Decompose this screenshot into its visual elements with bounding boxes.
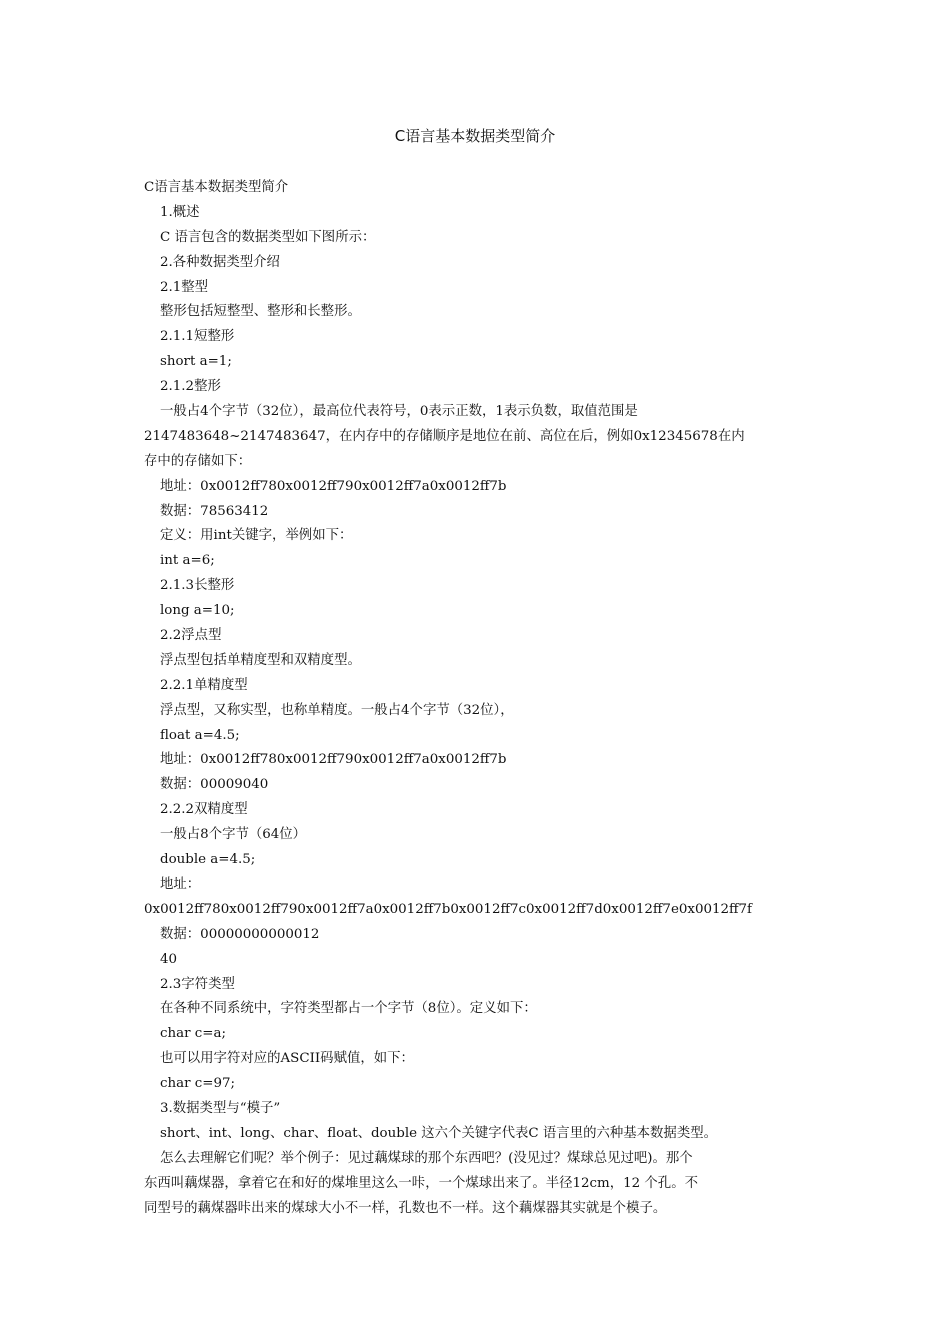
- section-heading: 1.概述: [160, 204, 200, 220]
- document-title: C语言基本数据类型简介: [394, 127, 556, 145]
- paragraph: 也可以用字符对应的ASCII码赋值，如下：: [160, 1051, 414, 1067]
- subsection-heading: 2.2浮点型: [160, 628, 222, 644]
- paragraph-line: 东西叫藕煤器，拿着它在和好的煤堆里这么一咔，一个煤球出来了。半径12cm，12 个孔。不: [144, 1175, 698, 1191]
- paragraph: 定义：用int关键字，举例如下：: [160, 528, 353, 544]
- code-line: double a=4.5;: [160, 852, 256, 868]
- section-heading: 3.数据类型与“模子”: [160, 1100, 281, 1116]
- memory-address-line: 地址：0x0012ff780x0012ff790x0012ff7a0x0012ff7b: [160, 478, 507, 494]
- memory-data-line: 数据：78563412: [160, 503, 269, 519]
- paragraph-line: 一般占4个字节（32位），最高位代表符号，0表示正数，1表示负数，取值范围是: [160, 404, 638, 420]
- paragraph-line: 怎么去理解它们呢？举个例子：见过藕煤球的那个东西吧？(没见过？煤球总见过吧)。那个: [160, 1150, 693, 1166]
- paragraph: C 语言包含的数据类型如下图所示：: [160, 229, 376, 245]
- section-heading: 2.各种数据类型介绍: [160, 254, 280, 270]
- document-body: [144, 176, 814, 1221]
- paragraph: 浮点型，又称实型，也称单精度。一般占4个字节（32位），: [160, 702, 514, 718]
- paragraph: 浮点型包括单精度型和双精度型。: [160, 652, 361, 668]
- paragraph-line: short、int、long、char、float、double 这六个关键字代表C 语言里的六种基本数据类型。: [160, 1125, 717, 1141]
- code-line: char c=97;: [160, 1076, 236, 1092]
- paragraph-line: 存中的存储如下：: [144, 453, 252, 469]
- code-line: int a=6;: [160, 553, 215, 569]
- paragraph: 一般占8个字节（64位）: [160, 827, 307, 843]
- subsection-heading: 2.1整型: [160, 279, 209, 295]
- subsection-heading: 2.2.2双精度型: [160, 802, 248, 818]
- code-line: float a=4.5;: [160, 727, 240, 743]
- paragraph-line: 同型号的藕煤器咔出来的煤球大小不一样，孔数也不一样。这个藕煤器其实就是个模子。: [144, 1200, 667, 1216]
- memory-data-line: 40: [160, 951, 178, 967]
- code-line: short a=1;: [160, 354, 232, 370]
- code-line: long a=10;: [160, 603, 235, 619]
- paragraph: 在各种不同系统中，字符类型都占一个字节（8位）。定义如下：: [160, 1001, 537, 1017]
- memory-data-line: 数据：00009040: [160, 777, 269, 793]
- memory-data-line: 数据：00000000000012: [160, 926, 320, 942]
- subsection-heading: 2.2.1单精度型: [160, 677, 248, 693]
- memory-address-line: 0x0012ff780x0012ff790x0012ff7a0x0012ff7b0x0012ff7c0x0012ff7d0x0012ff7e0x0012ff7f: [144, 901, 753, 917]
- subsection-heading: 2.1.2整形: [160, 379, 221, 395]
- memory-address-line: 地址：0x0012ff780x0012ff790x0012ff7a0x0012ff7b: [160, 752, 507, 768]
- subsection-heading: 2.1.3长整形: [160, 578, 235, 594]
- paragraph: 整形包括短整型、整形和长整形。: [160, 304, 361, 320]
- body-heading: C语言基本数据类型简介: [144, 180, 289, 195]
- subsection-heading: 2.1.1短整形: [160, 329, 235, 345]
- code-line: char c=a;: [160, 1026, 226, 1042]
- subsection-heading: 2.3字符类型: [160, 976, 235, 992]
- memory-address-label: 地址：: [160, 876, 201, 892]
- paragraph-line: 2147483648~2147483647，在内存中的存储顺序是地位在前、高位在后，例如0x12345678在内: [144, 428, 745, 444]
